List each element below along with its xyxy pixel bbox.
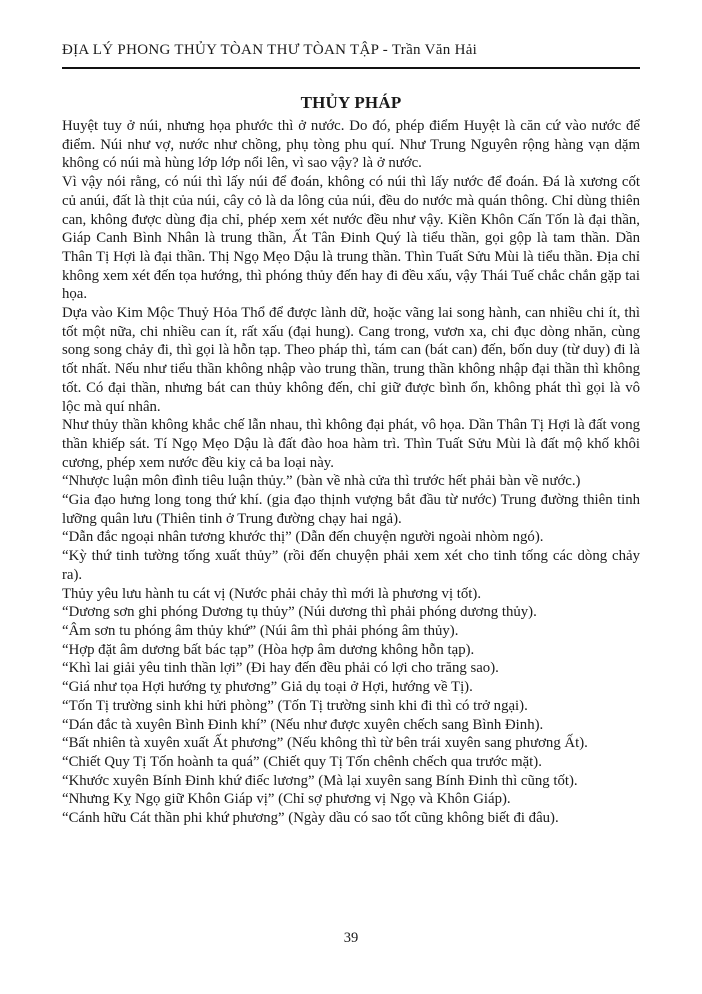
verse-line: “Bất nhiên tà xuyên xuất Ất phương” (Nếu không thì từ bên trái xuyên sang phương Ất). — [62, 735, 588, 752]
verse-line: “Âm sơn tu phóng âm thủy khứ” (Núi âm thì phải phóng âm thủy). — [62, 622, 459, 639]
verse-line: Thủy yêu lưu hành tu cát vị (Nước phải chảy thì mới là phương vị tốt). — [62, 585, 482, 602]
verse-line: “Kỳ thứ tinh tường tống xuất thủy” (rồi đến chuyện phải xem xét cho tinh tống các dòng chảy ra). — [62, 548, 640, 583]
verse-line: “Chiết Quy Tị Tốn hoành ta quá” (Chiết quy Tị Tốn chênh chếch qua trước mặt). — [62, 753, 542, 770]
page-number: 39 — [343, 930, 359, 946]
verse-line: “Dán đắc tà xuyên Bình Đinh khí” (Nếu như được xuyên chếch sang Bình Đinh). — [62, 716, 544, 733]
section-title: THỦY PHÁP — [300, 93, 402, 112]
verse-line: “Cánh hữu Cát thần phi khứ phương” (Ngày dầu có sao tốt cũng không biết đi đâu). — [62, 810, 559, 827]
verse-line: “Giá như tọa Hợi hướng tỵ phương” Giả dụ toại ở Hợi, hướng về Tị). — [62, 679, 473, 696]
running-header-text: ĐỊA LÝ PHONG THỦY TÒAN THƯ TÒAN TẬP - Trần Văn Hải — [62, 42, 478, 58]
verse-line: “Gia đạo hưng long tong thứ khí. (gia đạo thịnh vượng bắt đầu từ nước) Trung đường thiên tinh lưỡng quân lưu (Thiên tinh ở Trung đường chạy hai ngả). — [62, 492, 640, 527]
verse-line: “Dẫn đắc ngoại nhân tương khước thị” (Dẫn đến chuyện người ngoài nhòm ngó). — [62, 529, 544, 546]
verse-line: “Dương sơn ghi phóng Dương tụ thủy” (Núi dương thì phải phóng dương thủy). — [62, 604, 537, 621]
verse-line: “Nhưng Kỵ Ngọ giữ Khôn Giáp vị” (Chỉ sợ phương vị Ngọ và Khôn Giáp). — [62, 791, 511, 808]
verse-line: “Tốn Tị trường sinh khi hửi phòng” (Tốn Tị trường sinh khi đi thì có trở ngại). — [62, 697, 528, 714]
body-paragraph: Dựa vào Kim Mộc Thuỷ Hỏa Thổ để được lành dữ, hoặc vãng lai song hành, can nhiều chi ít, thì tốt một nữa, chi nhiều can ít, rất xấu (đại hung). Cang trong, vươn xa, chi đục dòng nhăn, cùng song song chảy đi, thì gọi là hỗn tạp. Theo pháp thì, tám can (bát can) đến, bốn duy (từ duy) đi là tốt nhất. Nếu như tiểu thần không nhập vào trung thần, trung thần không nhập đại thần thì không tốt. Có đại thần, nhưng bát can thủy không đến, chỉ giữ được bình ổn, không phát thì gọi là vô lộc mà quí nhân. — [62, 305, 640, 415]
page-header — [62, 42, 640, 69]
verse-line: “Hợp đặt âm dương bất bác tạp” (Hòa hợp âm dương không hỗn tạp). — [62, 641, 475, 658]
body-paragraph: Vì vậy nói rằng, có núi thì lấy núi để đoán, không có núi thì lấy nước để đoán. Đá là xương cốt củ anúi, đất là thịt của núi, cây cỏ là da lông của núi, đều do nước mà quán thông. Chỉ dùng thiên can, không được dùng địa chỉ, phép xem xét nước đều như vậy. Kiền Khôn Cấn Tốn là đại thần, Giáp Canh Bình Nhân là trung thần, Ất Tân Đinh Quý là tiểu thần, gọi gộp là tam thần. Dần Thân Tị Hợi là đại thần. Thị Ngọ Mẹo Dậu là trung thần. Thìn Tuất Sửu Mùi là tiểu thần. Địa chỉ không xem xét đến tọa hướng, thì phóng thủy đến hay đi đều xấu, vậy Thái Tuế chắc chắn gặp tai họa. — [62, 174, 640, 303]
body-paragraph: Huyệt tuy ở núi, nhưng họa phước thì ở nước. Do đó, phép điểm Huyệt là căn cứ vào nước để điểm. Núi như vợ, nước như chồng, phụ tòng phu quí. Như Trung Nguyên rộng hàng vạn dặm không có núi mà hùng lớp lớp nổi lên, vì sao vậy? là ở nước. — [62, 118, 640, 172]
page-body — [62, 93, 640, 828]
verse-line: “Khì lai giải yêu tinh thần lợi” (Đi hay đến đều phải có lợi cho trăng sao). — [62, 660, 499, 677]
verse-line: “Nhược luận môn đình tiêu luận thủy.” (bàn về nhà cửa thì trước hết phải bàn về nước.) — [62, 473, 581, 490]
header-rule — [62, 67, 640, 69]
verse-line: “Khước xuyên Bính Đinh khứ điếc lương” (Mà lại xuyên sang Bính Đinh thì cũng tốt). — [62, 772, 578, 789]
body-paragraph: Như thủy thần không khắc chế lẫn nhau, thì không đại phát, vô họa. Dần Thân Tị Hợi là đất vong thần khiếp sát. Tí Ngọ Mẹo Dậu là đất đào hoa hàm trì. Thìn Tuất Sửu Mùi là đất mộ khố khôi cương, phép xem nước đều kiỵ cả ba loại này. — [62, 417, 640, 471]
